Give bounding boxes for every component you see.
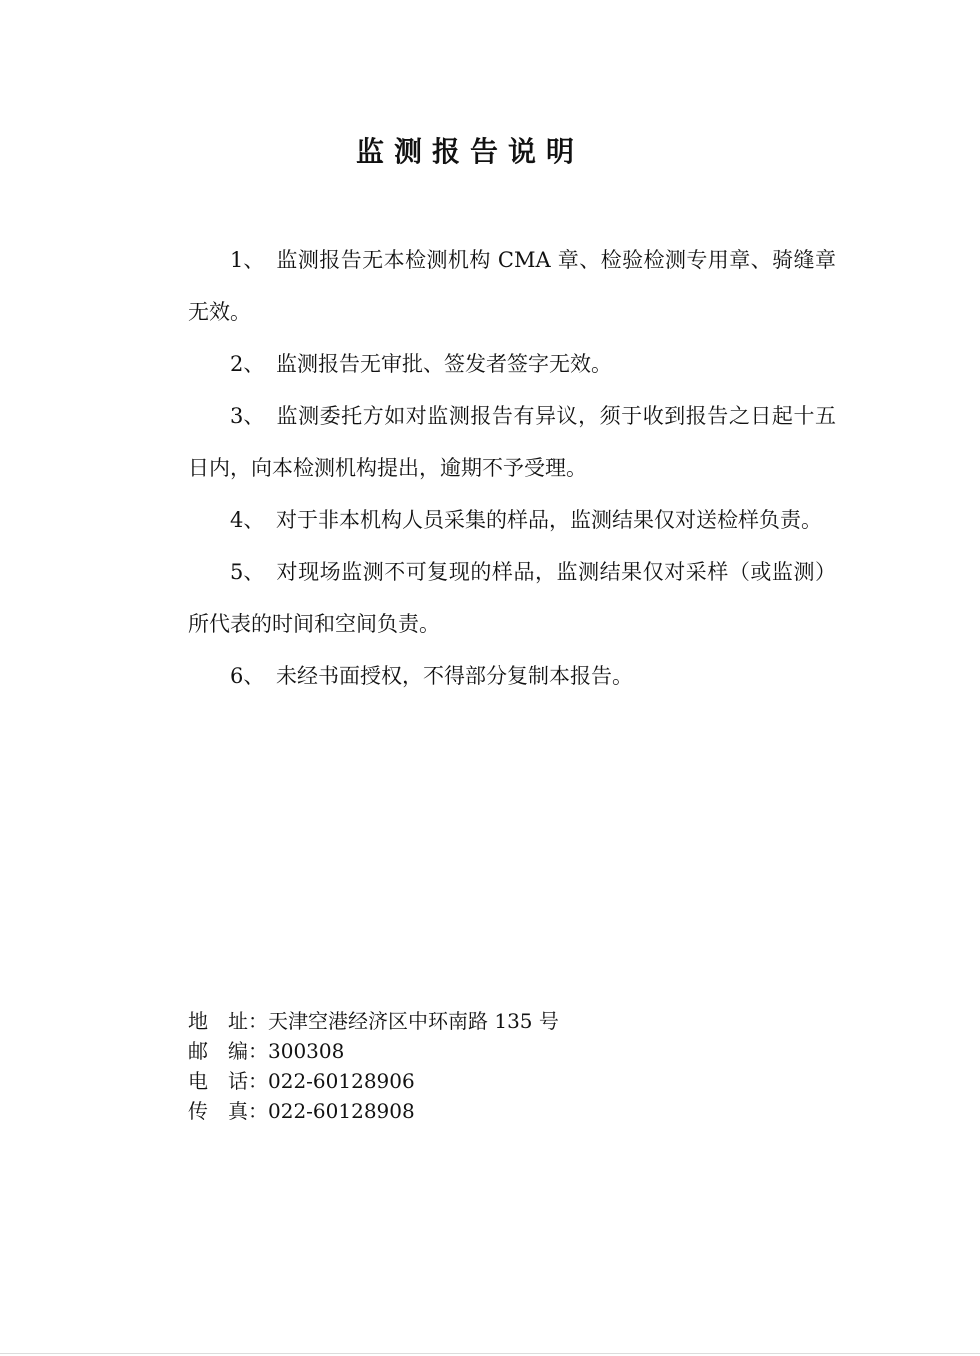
statement-text: 监测报告无审批、签发者签字无效。 [276, 352, 612, 376]
contact-value: 天津空港经济区中环南路 135 号 [268, 1009, 559, 1033]
contact-value: 300308 [268, 1039, 345, 1063]
statement-text: 对现场监测不可复现的样品，监测结果仅对采样（或监测）所代表的时间和空间负责。 [188, 560, 836, 636]
statement-text: 监测报告无本检测机构 CMA 章、检验检测专用章、骑缝章无效。 [188, 248, 836, 324]
statement-number: 4、 [230, 508, 265, 532]
contact-info [188, 1006, 708, 1126]
page-title: 监测报告说明 [355, 135, 584, 168]
statement-list [188, 234, 836, 702]
statement-item-4 [188, 494, 836, 546]
contact-label: 邮 编： [188, 1039, 268, 1063]
contact-postcode [188, 1036, 708, 1066]
statement-item-1 [188, 234, 836, 338]
page-bottom-divider [0, 1353, 980, 1354]
statement-item-2 [188, 338, 836, 390]
contact-phone [188, 1066, 708, 1096]
contact-label: 电 话： [188, 1069, 268, 1093]
contact-value: 022-60128906 [268, 1069, 415, 1093]
statement-number: 1、 [230, 248, 265, 272]
contact-label: 传 真： [188, 1099, 268, 1123]
statement-number: 3、 [230, 404, 265, 428]
contact-fax [188, 1096, 708, 1126]
statement-item-6 [188, 650, 836, 702]
statement-text: 监测委托方如对监测报告有异议，须于收到报告之日起十五日内，向本检测机构提出，逾期不予受理。 [188, 404, 836, 480]
statement-item-3 [188, 390, 836, 494]
contact-value: 022-60128908 [268, 1099, 415, 1123]
contact-label: 地 址： [188, 1009, 268, 1033]
statement-number: 5、 [230, 560, 265, 584]
statement-number: 2、 [230, 352, 265, 376]
statement-text: 未经书面授权，不得部分复制本报告。 [276, 664, 633, 688]
statement-item-5 [188, 546, 836, 650]
statement-text: 对于非本机构人员采集的样品，监测结果仅对送检样负责。 [276, 508, 822, 532]
contact-address [188, 1006, 708, 1036]
statement-number: 6、 [230, 664, 265, 688]
